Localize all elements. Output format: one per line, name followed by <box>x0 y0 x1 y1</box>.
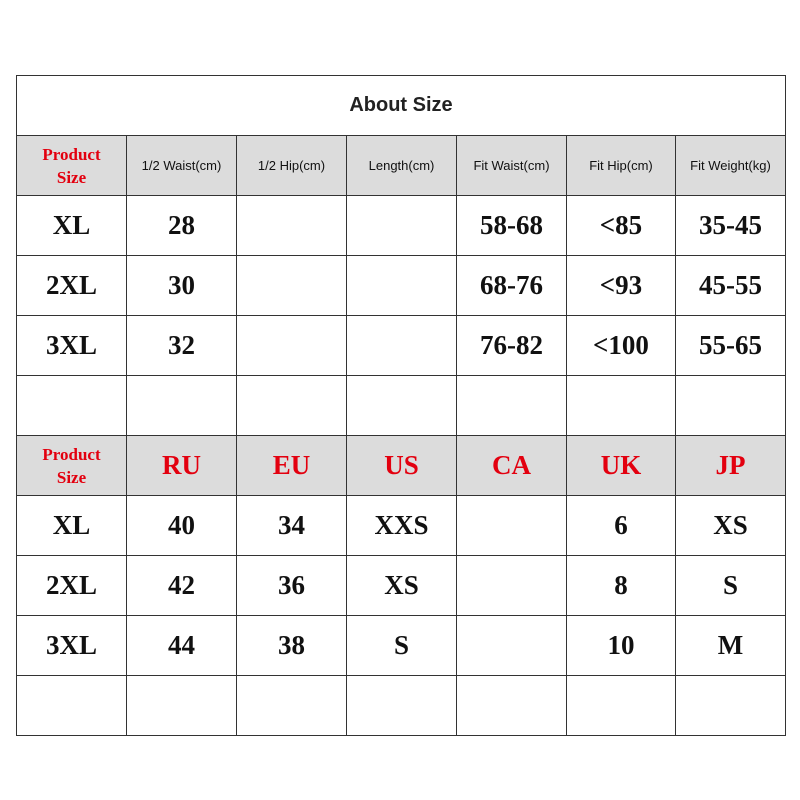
table-title: About Size <box>17 76 786 136</box>
value-cell: 10 <box>567 616 676 676</box>
size-cell: 2XL <box>17 256 127 316</box>
product-label-line1: Product <box>42 444 101 464</box>
table-row <box>17 316 786 376</box>
value-cell <box>457 496 567 556</box>
value-cell: 36 <box>237 556 347 616</box>
table-row <box>17 556 786 616</box>
value-cell <box>237 196 347 256</box>
empty-cell <box>237 676 347 736</box>
size-cell: XL <box>17 196 127 256</box>
value-cell: 40 <box>127 496 237 556</box>
empty-cell <box>17 376 127 436</box>
size-cell: 3XL <box>17 616 127 676</box>
value-cell: M <box>676 616 786 676</box>
empty-cell <box>347 676 457 736</box>
value-cell: 35-45 <box>676 196 786 256</box>
empty-cell <box>457 376 567 436</box>
empty-cell <box>676 376 786 436</box>
header-jp: JP <box>676 436 786 496</box>
value-cell <box>347 256 457 316</box>
value-cell: 38 <box>237 616 347 676</box>
value-cell: 42 <box>127 556 237 616</box>
empty-cell <box>567 676 676 736</box>
value-cell: 30 <box>127 256 237 316</box>
table-row <box>17 616 786 676</box>
value-cell: <93 <box>567 256 676 316</box>
size-cell: XL <box>17 496 127 556</box>
title-row <box>17 76 786 136</box>
product-label-line1: Product <box>42 144 101 164</box>
header-half-hip: 1/2 Hip(cm) <box>237 136 347 196</box>
header-fit-hip: Fit Hip(cm) <box>567 136 676 196</box>
value-cell: 44 <box>127 616 237 676</box>
size-cell: 3XL <box>17 316 127 376</box>
size-cell: 2XL <box>17 556 127 616</box>
product-size-header <box>17 136 127 196</box>
conversion-header-row <box>17 436 786 496</box>
header-fit-waist: Fit Waist(cm) <box>457 136 567 196</box>
measure-header-row <box>17 136 786 196</box>
value-cell: XS <box>347 556 457 616</box>
value-cell <box>237 316 347 376</box>
table-row <box>17 196 786 256</box>
value-cell: S <box>676 556 786 616</box>
empty-cell <box>237 376 347 436</box>
value-cell: 34 <box>237 496 347 556</box>
value-cell: <85 <box>567 196 676 256</box>
empty-cell <box>127 376 237 436</box>
empty-cell <box>347 376 457 436</box>
value-cell <box>347 316 457 376</box>
value-cell: 32 <box>127 316 237 376</box>
product-label-line2: Size <box>56 167 87 187</box>
header-fit-weight: Fit Weight(kg) <box>676 136 786 196</box>
value-cell: S <box>347 616 457 676</box>
value-cell: 76-82 <box>457 316 567 376</box>
empty-row <box>17 376 786 436</box>
value-cell: 6 <box>567 496 676 556</box>
empty-cell <box>457 676 567 736</box>
header-uk: UK <box>567 436 676 496</box>
value-cell: 28 <box>127 196 237 256</box>
header-us: US <box>347 436 457 496</box>
value-cell <box>457 556 567 616</box>
empty-cell <box>567 376 676 436</box>
value-cell: <100 <box>567 316 676 376</box>
table-row <box>17 256 786 316</box>
table-row <box>17 496 786 556</box>
value-cell: XS <box>676 496 786 556</box>
value-cell <box>457 616 567 676</box>
empty-cell <box>17 676 127 736</box>
value-cell: XXS <box>347 496 457 556</box>
value-cell: 55-65 <box>676 316 786 376</box>
empty-cell <box>127 676 237 736</box>
value-cell <box>237 256 347 316</box>
header-ru: RU <box>127 436 237 496</box>
value-cell: 8 <box>567 556 676 616</box>
header-eu: EU <box>237 436 347 496</box>
value-cell <box>347 196 457 256</box>
value-cell: 58-68 <box>457 196 567 256</box>
product-size-header <box>17 436 127 496</box>
product-label-line2: Size <box>56 467 87 487</box>
size-chart-table <box>16 75 786 736</box>
header-half-waist: 1/2 Waist(cm) <box>127 136 237 196</box>
empty-row <box>17 676 786 736</box>
header-length: Length(cm) <box>347 136 457 196</box>
header-ca: CA <box>457 436 567 496</box>
empty-cell <box>676 676 786 736</box>
value-cell: 68-76 <box>457 256 567 316</box>
value-cell: 45-55 <box>676 256 786 316</box>
